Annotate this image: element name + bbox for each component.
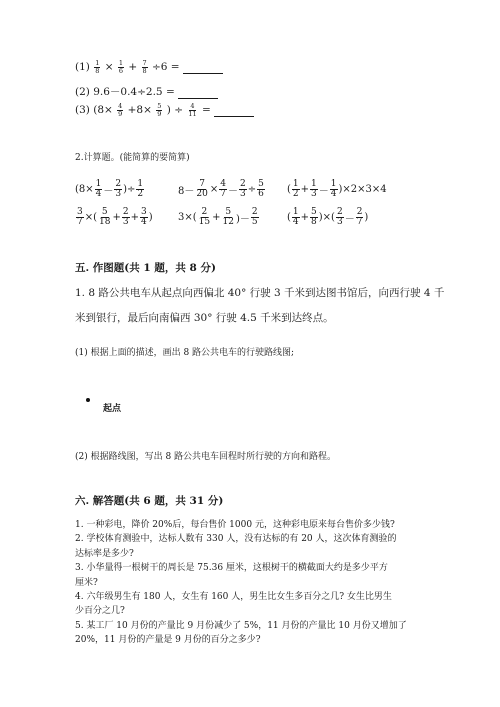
- start-point-label: 起点: [103, 404, 122, 414]
- fraction: $\frac{5}{18}$: [99, 207, 111, 227]
- fraction: $\frac{2}{3}$: [122, 207, 129, 227]
- fraction: $\frac{1}{4}$: [95, 179, 102, 199]
- expr-3: ( $\frac{1}{2}$ + $\frac{1}{3}$ － $\frac{1}{4}$ )×2×3×4: [287, 179, 387, 199]
- fraction: $\frac{1}{3}$: [311, 179, 317, 199]
- expr-1: (8× $\frac{1}{4}$ － $\frac{2}{3}$ )÷ $\frac{1}{2}$: [75, 179, 144, 199]
- fraction: $\frac{7}{20}$: [196, 179, 208, 199]
- fraction: $\frac{5}{12}$: [222, 207, 234, 227]
- expr-4: $\frac{3}{7}$ ×( $\frac{5}{18}$ + $\frac{2}{3}$ + $\frac{3}{4}$ ): [77, 207, 153, 227]
- calc-q3: (3) (8× $\frac{4}{9}$ +8× $\frac{5}{9}$ ) ÷ $\frac{4}{11}$ =: [75, 103, 254, 117]
- question-line: 1. 一种彩电，降价 20%后，每台售价 1000 元，这种彩电原来每台售价多少钱?: [75, 520, 395, 530]
- fraction: $\frac{1}{2}$: [137, 179, 144, 199]
- question-line: 4. 六年级男生有 180 人，女生有 160 人，男生比女生多百分之几? 女生比男生: [75, 592, 392, 603]
- fraction: $\frac{2}{5}$: [251, 207, 258, 227]
- answer-blank[interactable]: [214, 106, 254, 117]
- answer-blank[interactable]: [183, 63, 223, 74]
- fraction: $\frac{2}{3}$: [336, 207, 343, 227]
- fraction: $\frac{3}{7}$: [77, 207, 83, 227]
- fraction: $\frac{1}{4}$: [292, 207, 299, 227]
- fraction: $\frac{1}{4}$: [330, 179, 337, 199]
- section6-title: 六. 解答题(共 6 题，共 31 分): [75, 495, 224, 507]
- question-line: 达标率是多少?: [75, 548, 134, 559]
- fraction: $\frac{2}{15}$: [198, 207, 211, 227]
- calc-q1: (1) $\frac{1}{8}$ × $\frac{1}{6}$ + $\frac{7}{8}$ ÷6 =: [75, 60, 223, 74]
- fraction: $\frac{1}{8}$: [95, 59, 100, 75]
- expr-5: 3×( $\frac{2}{15}$ + $\frac{5}{12}$ )－ $\frac{2}{5}$: [178, 207, 258, 227]
- section5-q1: (1) 根据上面的描述，画出 8 路公共电车的行驶路线图;: [75, 348, 295, 358]
- fraction: $\frac{1}{6}$: [118, 59, 123, 75]
- fraction: $\frac{2}{3}$: [115, 179, 122, 199]
- calc-q2: (2) 9.6－0.4÷2.5 =: [75, 84, 218, 99]
- start-point-dot: [86, 398, 90, 402]
- expr-2: 8－ $\frac{7}{20}$ × $\frac{4}{7}$ － $\frac{2}{3}$ ÷ $\frac{5}{6}$: [178, 179, 264, 199]
- question-line: 少百分之几?: [75, 606, 125, 617]
- section5-para-2: 米到银行，最后向南偏西 30° 行驶 4.5 千米到达终点。: [75, 312, 334, 324]
- fraction: $\frac{5}{8}$: [311, 207, 317, 227]
- fraction: $\frac{4}{9}$: [118, 102, 123, 118]
- fraction: $\frac{3}{4}$: [140, 207, 147, 227]
- fraction: $\frac{1}{2}$: [292, 179, 299, 199]
- expr-6: ( $\frac{1}{4}$ + $\frac{5}{8}$ )×( $\frac{2}{3}$ － $\frac{2}{7}$ ): [287, 207, 369, 227]
- question-line: 3. 小华量得一根树干的周长是 75.36 厘米，这根树干的横截面大约是多少平方: [75, 563, 388, 574]
- fraction: $\frac{4}{7}$: [220, 179, 226, 199]
- answer-blank[interactable]: [178, 88, 218, 99]
- fraction: $\frac{4}{11}$: [188, 102, 197, 118]
- section5-title: 五. 作图题(共 1 题，共 8 分): [75, 262, 216, 274]
- fraction: $\frac{2}{3}$: [239, 179, 246, 199]
- fraction: $\frac{5}{9}$: [157, 102, 162, 118]
- fraction: $\frac{5}{6}$: [258, 179, 264, 199]
- question-line: 2. 学校体育测验中，达标人数有 330 人，没有达标的有 20 人，这次体育测验的: [75, 534, 397, 545]
- fraction: $\frac{7}{8}$: [142, 59, 147, 75]
- question-line: 20%，11 月份的产量是 9 月份的百分之多少?: [75, 635, 261, 646]
- section5-q2: (2) 根据路线图，写出 8 路公共电车回程时所行驶的方向和路程。: [75, 452, 337, 462]
- question-line: 5. 某工厂 10 月份的产量比 9 月份减少了 5%，11 月份的产量比 10 月份又增加了: [75, 620, 407, 631]
- question-line: 厘米?: [75, 577, 98, 588]
- section6-questions: [75, 518, 407, 648]
- section2-title: 2.计算题。(能简算的要简算): [75, 153, 190, 163]
- section5-para-1: 1. 8 路公共电车从起点向西偏北 40° 行驶 3 千米到达图书馆后，向西行驶 4 千: [75, 287, 445, 299]
- fraction: $\frac{2}{7}$: [356, 207, 363, 227]
